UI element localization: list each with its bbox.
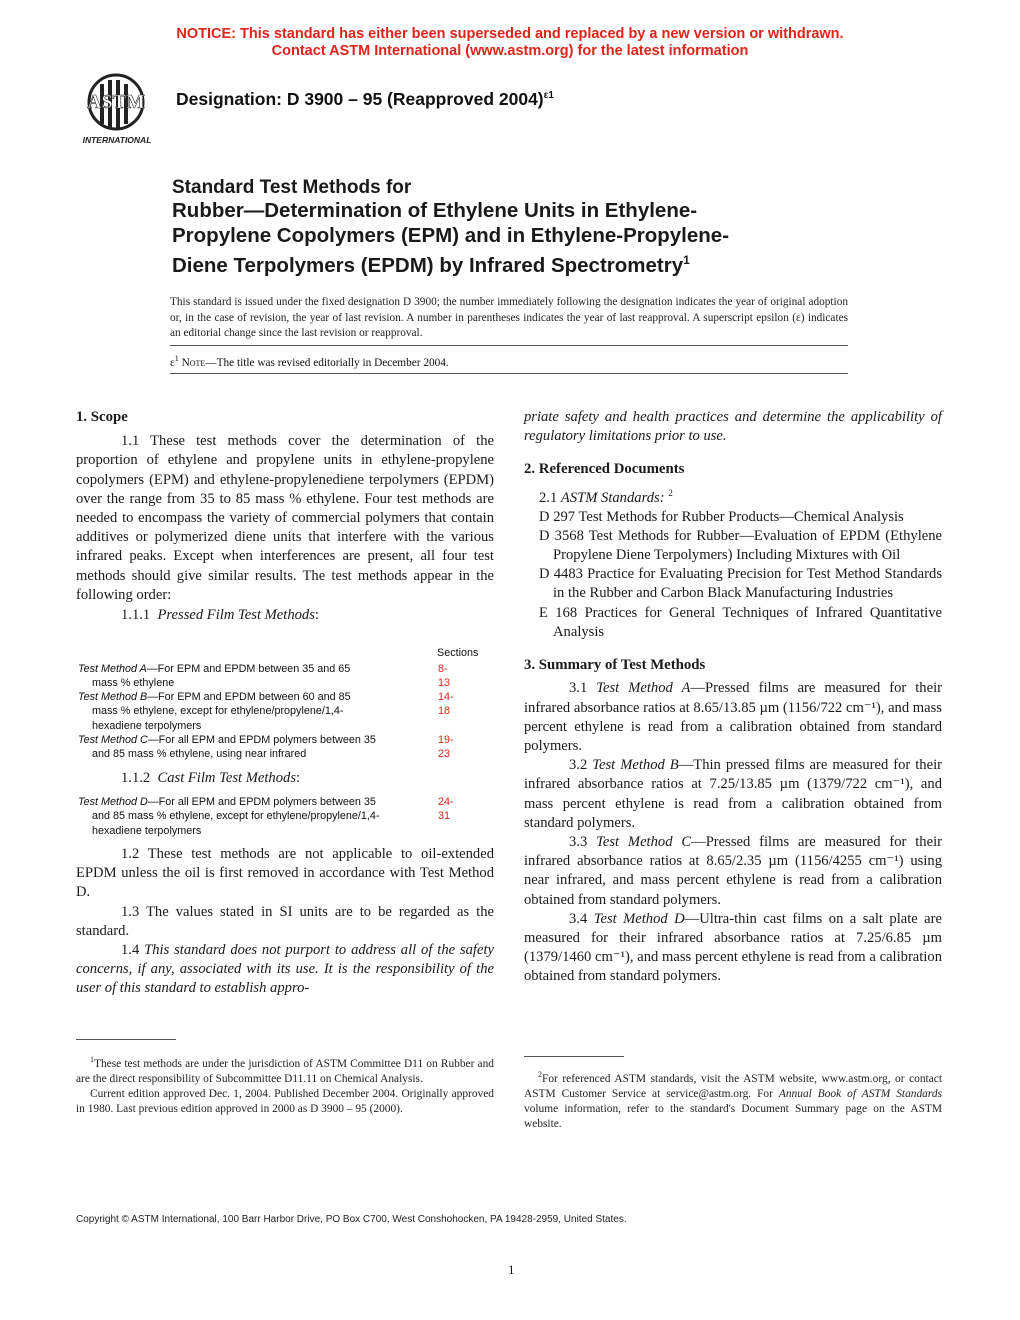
scope-1-1-2: 1.1.2 Cast Film Test Methods:	[121, 770, 301, 786]
referenced-heading: 2. Referenced Documents	[524, 461, 685, 478]
footnote-1: $^1$These test methods are under the jurisdiction of ASTM Committee D11 on Rubber and are the direct responsibility of Subcommittee D11.11 on Chemical Analysis. Current edition approved Dec. 1, 2004. Published December 2004. Originally approved in 1980. Last previous edition approved in 2000 as D 3900 – 95 (2000).	[76, 1055, 494, 1116]
notice-line-2: Contact ASTM International (www.astm.org) for the latest information	[271, 43, 749, 59]
summary-3-4: 3.4 Test Method D—Ultra-thin cast films on a salt plate are measured for their infrared absorbance ratios at 7.25/6.85 µm (1379/1460 cm⁻¹), and mass percent ethylene is read from a calibration obtained from standard polymers.	[524, 910, 942, 985]
page-number: 1	[508, 1262, 515, 1277]
divider	[170, 345, 848, 346]
sections-link-d[interactable]: 24-31	[438, 796, 454, 823]
designation-text: Designation: D 3900 – 95 (Reapproved 2004)	[176, 89, 544, 109]
summary-3-2: 3.2 Test Method B—Thin pressed films are measured for their infrared absorbance ratios at 7.25/13.85 µm (1379/722 cm⁻¹), and mass percent ethylene is read from a calibration obtained from standard polymers.	[524, 757, 942, 831]
pressed-methods-table: Test Method A—For EPM and EPDM between 35 and 65 mass % ethylene 8-13 Test Method B—For EPM and EPDM between 60 and 85 mass % ethylene, except for ethylene/propylene/1,4- hexadiene terpolymers 14-18 Test Method C—For all EPM and EPDM polymers between 35 and 85 mass % ethylene, using near infrared 19-23	[78, 663, 454, 761]
summary-3-3: 3.3 Test Method C—Pressed films are measured for their infrared absorbance ratios at 8.65/2.35 µm (1156/4255 cm⁻¹) using near infrared, and mass percent ethylene is read from a calibration obtained from standard polymers.	[524, 833, 942, 908]
ref-item[interactable]: E 168 Practices for General Techniques of Infrared Quantitative Analysis	[539, 604, 942, 640]
right-column	[524, 408, 942, 987]
astm-international-logo	[72, 70, 162, 150]
ref-item[interactable]: D 4483 Practice for Evaluating Precision for Test Method Standards in the Rubber and Carbon Black Manufacturing Industries	[539, 566, 942, 602]
designation	[176, 89, 554, 110]
editorial-note: $\varepsilon^1$ Note—The title was revised editorially in December 2004.	[170, 354, 449, 369]
divider	[170, 373, 848, 374]
ref-2-1: 2.1 ASTM Standards: $^2$	[539, 487, 673, 506]
title-footnote-ref[interactable]: 1	[683, 253, 690, 267]
scope-1-4: 1.4 This standard does not purport to address all of the safety concerns, if any, associated with its use. It is the responsibility of the user of this standard to establish appro-	[76, 942, 494, 997]
footnote-2: $^2$For referenced ASTM standards, visit the ASTM website, www.astm.org, or contact ASTM Customer Service at service@astm.org. For Annual Book of ASTM Standards volume information, refer to the standard's Document Summary page on the ASTM website.	[524, 1070, 943, 1131]
footnote-divider	[76, 1039, 176, 1040]
left-column-lower	[76, 845, 494, 999]
sections-link-a[interactable]: 8-13	[438, 663, 451, 690]
preamble: This standard is issued under the fixed designation D 3900; the number immediately following the designation indicates the year of original adoption or, in the case of revision, the year of last revision. A number in parentheses indicates the year of last reapproval. A superscript epsilon (ε) indicates an editorial change since the last revision or reapproval.	[170, 296, 848, 339]
logo-caption: INTERNATIONAL	[82, 135, 152, 145]
withdrawal-notice	[0, 26, 1020, 60]
scope-1-1-1: 1.1.1 Pressed Film Test Methods:	[121, 607, 319, 624]
ref-item[interactable]: D 3568 Test Methods for Rubber—Evaluation of EPDM (Ethylene Propylene Diene Terpolymers) Including Mixtures with Oil	[539, 527, 942, 564]
sections-link-b[interactable]: 14-18	[438, 691, 454, 718]
ref-item[interactable]: D 297 Test Methods for Rubber Products—Chemical Analysis	[539, 508, 904, 525]
logo-letters: ASTM	[87, 91, 145, 113]
title-line-3: Propylene Copolymers (EPM) and in Ethylene-Propylene-	[172, 223, 730, 247]
left-column	[76, 408, 494, 625]
scope-1-2: 1.2 These test methods are not applicable to oil-extended EPDM unless the oil is first removed in accordance with Test Method D.	[76, 846, 494, 901]
scope-1-3: 1.3 The values stated in SI units are to be regarded as the standard.	[76, 903, 494, 939]
summary-heading: 3. Summary of Test Methods	[524, 657, 706, 674]
title-line-1: Standard Test Methods for	[172, 177, 412, 198]
summary-3-1: 3.1 Test Method A—Pressed films are measured for their infrared absorbance ratios at 8.65/13.85 µm (1156/722 cm⁻¹), and mass percent ethylene is read from a calibration obtained from standard polymers.	[524, 680, 942, 754]
document-title	[172, 176, 872, 278]
referenced-list	[524, 508, 942, 642]
notice-line-1: NOTICE: This standard has either been superseded and replaced by a new version or withdrawn.	[176, 26, 844, 42]
sections-header: Sections	[437, 647, 479, 659]
scope-1-4-cont: priate safety and health practices and determine the applicability of regulatory limitations prior to use.	[524, 409, 942, 445]
designation-epsilon: ε1	[543, 90, 554, 102]
copyright: Copyright © ASTM International, 100 Barr Harbor Drive, PO Box C700, West Conshohocken, PA 19428-2959, United States.	[76, 1214, 627, 1225]
title-line-2: Rubber—Determination of Ethylene Units in Ethylene-	[172, 199, 698, 222]
footnote-divider	[524, 1056, 624, 1057]
title-line-4: Diene Terpolymers (EPDM) by Infrared Spectrometry$^1$	[172, 253, 690, 277]
scope-heading: 1. Scope	[76, 409, 128, 425]
scope-1-1: 1.1 These test methods cover the determination of the proportion of ethylene and propylene units in ethylene-propylene copolymers (EPM) and ethylene-propylenediene terpolymers (EPDM) over the range from 35 to 85 mass % ethylene. Four test methods are needed to encompass the variety of commercial polymers that contain additives or polymerized diene units that interfere with the various infrared peaks. Except when interferences are present, all four test methods should give similar results. The test methods appear in the following order:	[76, 433, 494, 603]
cast-methods-table: Test Method D—For all EPM and EPDM polymers between 35 and 85 mass % ethylene, except for ethylene/propylene/1,4- hexadiene terpolymers 24-31	[78, 796, 454, 837]
sections-link-c[interactable]: 19-23	[438, 734, 454, 761]
